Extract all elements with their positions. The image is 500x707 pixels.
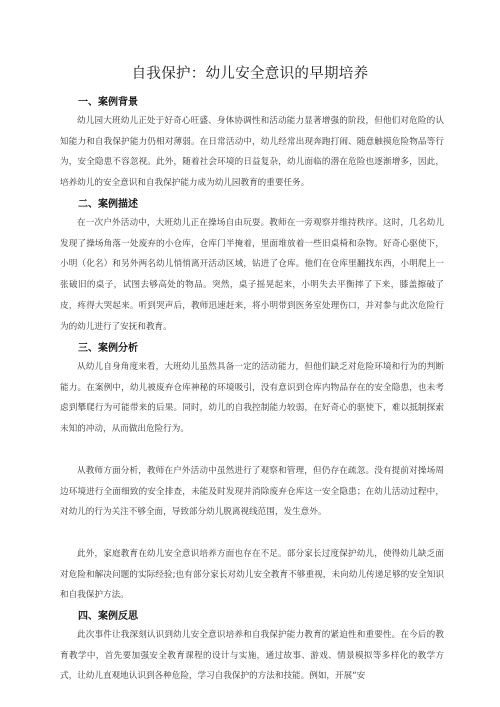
document-title: 自我保护：幼儿安全意识的早期培养 xyxy=(131,66,369,82)
paragraph-analysis-teacher: 从教师方面分析，教师在户外活动中虽然进行了观察和管理，但仍存在疏忽。没有提前对操场周边环境进行全面细致的安全排查，未能及时发现并消除废弃仓库这一安全隐患；在幼儿活动过程中，对幼儿的行为关注不够全面，导致部分幼儿脱离视线范围，发生意外。 xyxy=(60,466,444,518)
section-heading-reflection: 四、案例反思 xyxy=(78,611,138,622)
paragraph-background: 幼儿园大班幼儿正处于好奇心旺盛、身体协调性和活动能力显著增强的阶段，但他们对危险的认知能力和自我保护能力仍相对薄弱。在日常活动中，幼儿经常出现奔跑打闹、随意触摸危险物品等行为，安全隐患不容忽视。此外，随着社会环境的日益复杂，幼儿面临的潜在危险也逐渐增多，因此，培养幼儿的安全意识和自我保护能力成为幼儿园教育的重要任务。 xyxy=(60,116,444,189)
paragraph-description: 在一次户外活动中，大班幼儿正在操场自由玩耍。教师在一旁观察并维持秩序。这时，几名幼儿发现了操场角落一处废弃的小仓库，仓库门半掩着，里面堆放着一些旧桌椅和杂物。好奇心驱使下，小明（化名）和另外两名幼儿悄悄离开活动区域，钻进了仓库。他们在仓库里翻找东西，小明爬上一张破旧的桌子，试图去够高处的物品。突然，桌子摇晃起来，小明失去平衡摔了下来，膝盖擦破了皮，疼得大哭起来。听到哭声后，教师迅速赶来，将小明带到医务室处理伤口，并对参与此次危险行为的幼儿进行了安抚和教育。 xyxy=(60,218,444,332)
section-heading-description: 二、案例描述 xyxy=(78,199,138,210)
section-heading-analysis: 三、案例分析 xyxy=(78,343,138,354)
paragraph-analysis-family: 此外，家庭教育在幼儿安全意识培养方面也存在不足。部分家长过度保护幼儿，使得幼儿缺乏面对危险和解决问题的实际经验;也有部分家长对幼儿安全教育不够重视，未向幼儿传递足够的安全知识和自我保护方法。 xyxy=(60,549,444,601)
paragraph-analysis-child: 从幼儿自身角度来看，大班幼儿虽然具备一定的活动能力，但他们缺乏对危险环境和行为的判断能力。在案例中，幼儿被废弃仓库神秘的环境吸引，没有意识到仓库内物品存在的安全隐患，也未考虑到攀爬行为可能带来的后果。同时，幼儿的自我控制能力较弱，在好奇心的驱使下，难以抵制探索未知的冲动，从而做出危险行为。 xyxy=(60,362,444,435)
section-heading-background: 一、案例背景 xyxy=(78,97,138,108)
paragraph-reflection: 此次事件让我深刻认识到幼儿安全意识培养和自我保护能力教育的紧迫性和重要性。在今后的教育教学中，首先要加强安全教育课程的设计与实施，通过故事、游戏、情景模拟等多样化的教学方式，让幼儿直观地认识到各种危险，学习自我保护的方法和技能。例如，开展“安 xyxy=(60,630,444,682)
